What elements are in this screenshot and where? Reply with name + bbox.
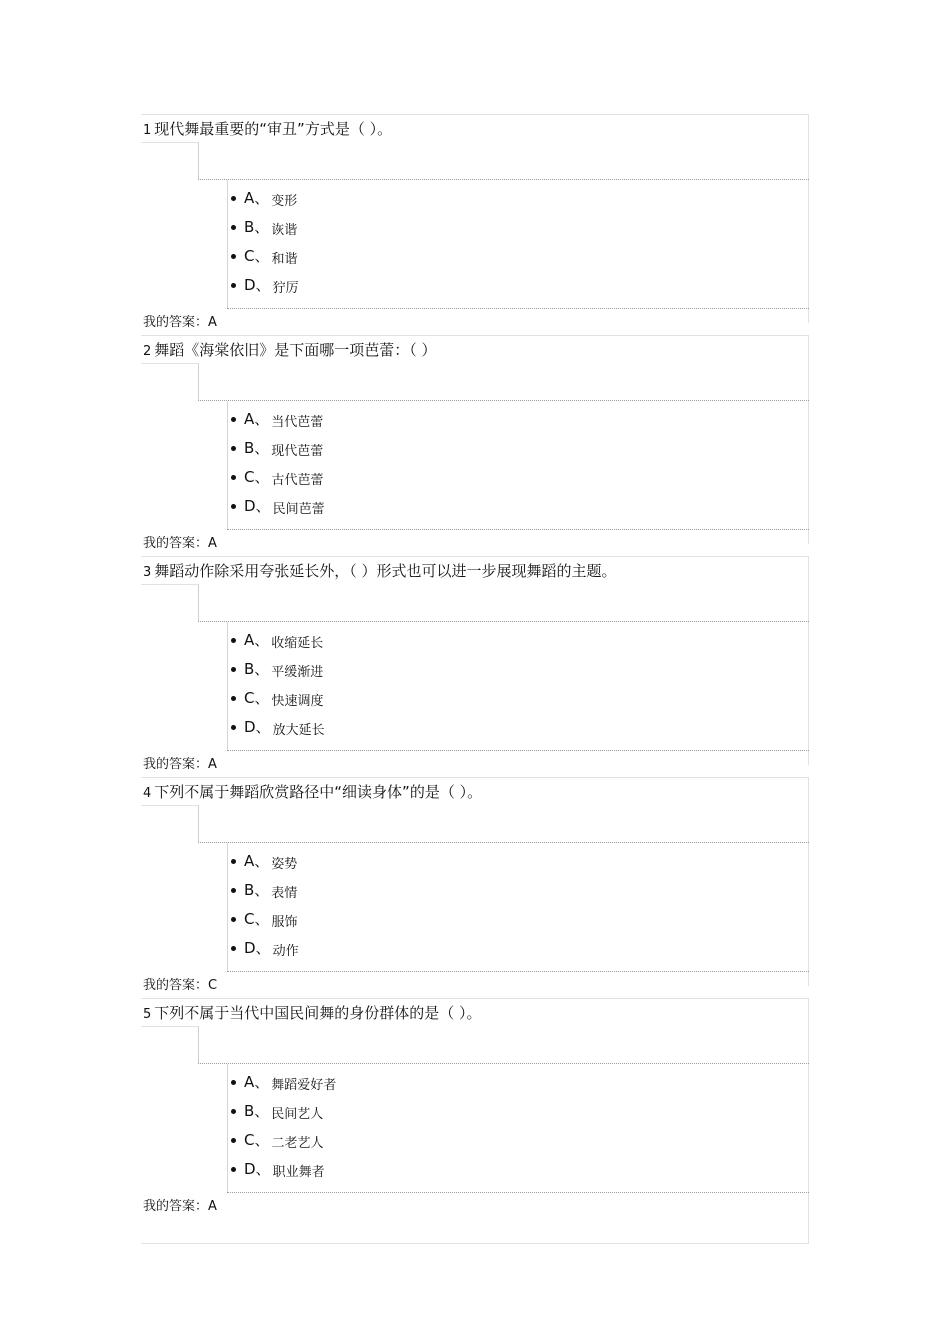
option-text: 放大延长: [272, 723, 325, 738]
option-b[interactable]: [229, 659, 325, 688]
option-letter: B、: [244, 1102, 270, 1120]
option-text: 二老艺人: [271, 1136, 324, 1151]
question-title: [143, 782, 482, 804]
my-answer: 我的答案：A: [143, 536, 217, 551]
option-text: 服饰: [271, 915, 298, 930]
option-c[interactable]: [229, 688, 325, 717]
question-block: [141, 777, 809, 998]
question-block: [141, 114, 809, 335]
option-a[interactable]: [229, 409, 325, 438]
option-text: 和谐: [271, 252, 298, 267]
question-title: [143, 1003, 482, 1025]
bullet-icon: [231, 1109, 236, 1114]
option-c[interactable]: [229, 246, 299, 275]
option-b[interactable]: [229, 438, 325, 467]
option-d[interactable]: [229, 717, 325, 746]
bullet-icon: [231, 859, 236, 864]
question-indent-box: [141, 363, 199, 400]
option-text: 现代芭蕾: [271, 444, 324, 459]
option-b[interactable]: [229, 217, 299, 246]
option-letter: C、: [244, 468, 270, 486]
question-number: 1: [143, 123, 152, 138]
option-d[interactable]: [229, 275, 299, 304]
option-letter: C、: [244, 689, 270, 707]
option-a[interactable]: [229, 1072, 336, 1101]
question-number: 4: [143, 786, 152, 801]
options-list: [229, 851, 299, 967]
question-title: [143, 340, 437, 362]
question-indent-box: [141, 142, 199, 179]
bullet-icon: [231, 446, 236, 451]
bullet-icon: [231, 946, 236, 951]
option-letter: A、: [244, 189, 270, 207]
option-letter: A、: [244, 631, 270, 649]
question-number: 3: [143, 565, 152, 580]
divider: [141, 556, 809, 557]
options-list: [229, 630, 325, 746]
bullet-icon: [231, 225, 236, 230]
option-text: 姿势: [271, 857, 298, 872]
divider: [227, 971, 809, 972]
bullet-icon: [231, 888, 236, 893]
option-a[interactable]: [229, 851, 299, 880]
option-text: 民间艺人: [271, 1107, 324, 1122]
option-a[interactable]: [229, 188, 299, 217]
option-letter: A、: [244, 1073, 270, 1091]
divider: [227, 1192, 809, 1193]
option-text: 狞厉: [272, 281, 299, 296]
option-text: 动作: [272, 944, 299, 959]
quiz-footer-frame: [141, 1219, 809, 1249]
bullet-icon: [231, 196, 236, 201]
bullet-icon: [231, 1167, 236, 1172]
option-letter: A、: [244, 852, 270, 870]
bullet-icon: [231, 254, 236, 259]
question-indent-box: [141, 1026, 199, 1063]
my-answer: 我的答案：A: [143, 1199, 217, 1214]
divider: [141, 777, 809, 778]
options-box: [227, 843, 809, 971]
option-b[interactable]: [229, 880, 299, 909]
option-b[interactable]: [229, 1101, 336, 1130]
bullet-icon: [231, 504, 236, 509]
options-list: [229, 1072, 336, 1188]
bullet-icon: [231, 638, 236, 643]
divider: [227, 750, 809, 751]
question-text: 舞蹈《海棠依旧》是下面哪一项芭蕾：（ ）: [154, 341, 437, 359]
bullet-icon: [231, 667, 236, 672]
options-list: [229, 188, 299, 304]
quiz-list: [141, 114, 809, 1249]
question-text: 下列不属于当代中国民间舞的身份群体的是（ ）。: [154, 1004, 482, 1022]
option-letter: C、: [244, 1131, 270, 1149]
question-text: 下列不属于舞蹈欣赏路径中“细读身体”的是（ ）。: [154, 783, 483, 801]
bullet-icon: [231, 417, 236, 422]
option-letter: D、: [244, 497, 271, 515]
divider: [141, 335, 809, 336]
option-c[interactable]: [229, 1130, 336, 1159]
divider: [227, 529, 809, 530]
option-text: 古代芭蕾: [271, 473, 324, 488]
option-letter: D、: [244, 276, 271, 294]
question-number: 2: [143, 344, 152, 359]
option-c[interactable]: [229, 909, 299, 938]
option-text: 收缩延长: [271, 636, 324, 651]
my-answer: 我的答案：A: [143, 315, 217, 330]
option-text: 表情: [271, 886, 298, 901]
divider: [141, 998, 809, 999]
option-letter: B、: [244, 660, 270, 678]
option-text: 诙谐: [271, 223, 298, 238]
option-d[interactable]: [229, 496, 325, 525]
bullet-icon: [231, 1138, 236, 1143]
divider: [808, 1207, 809, 1244]
bullet-icon: [231, 917, 236, 922]
option-text: 变形: [271, 194, 298, 209]
option-c[interactable]: [229, 467, 325, 496]
option-letter: C、: [244, 247, 270, 265]
my-answer: 我的答案：C: [143, 978, 218, 993]
question-block: [141, 335, 809, 556]
option-letter: A、: [244, 410, 270, 428]
option-d[interactable]: [229, 1159, 336, 1188]
option-text: 快速调度: [271, 694, 324, 709]
option-text: 职业舞者: [272, 1165, 325, 1180]
option-text: 当代芭蕾: [271, 415, 324, 430]
option-text: 民间芭蕾: [272, 502, 325, 517]
option-text: 舞蹈爱好者: [271, 1078, 337, 1093]
option-letter: D、: [244, 939, 271, 957]
my-answer: 我的答案：A: [143, 757, 217, 772]
question-title: [143, 561, 617, 583]
question-indent-box: [141, 805, 199, 842]
divider: [141, 1243, 809, 1244]
bullet-icon: [231, 283, 236, 288]
question-indent-box: [141, 584, 199, 621]
question-title: [143, 119, 392, 141]
question-number: 5: [143, 1007, 152, 1022]
options-list: [229, 409, 325, 525]
option-letter: C、: [244, 910, 270, 928]
question-block: [141, 556, 809, 777]
bullet-icon: [231, 1080, 236, 1085]
question-text: 舞蹈动作除采用夸张延长外，（ ）形式也可以进一步展现舞蹈的主题。: [154, 562, 617, 580]
option-a[interactable]: [229, 630, 325, 659]
bullet-icon: [231, 725, 236, 730]
option-letter: B、: [244, 881, 270, 899]
option-d[interactable]: [229, 938, 299, 967]
question-text: 现代舞最重要的“审丑”方式是（ ）。: [154, 120, 393, 138]
option-letter: D、: [244, 1160, 271, 1178]
option-letter: B、: [244, 218, 270, 236]
question-block: [141, 998, 809, 1219]
divider: [227, 308, 809, 309]
bullet-icon: [231, 475, 236, 480]
option-letter: B、: [244, 439, 270, 457]
option-letter: D、: [244, 718, 271, 736]
options-box: [227, 180, 809, 308]
option-text: 平缓渐进: [271, 665, 324, 680]
bullet-icon: [231, 696, 236, 701]
divider: [141, 114, 809, 115]
